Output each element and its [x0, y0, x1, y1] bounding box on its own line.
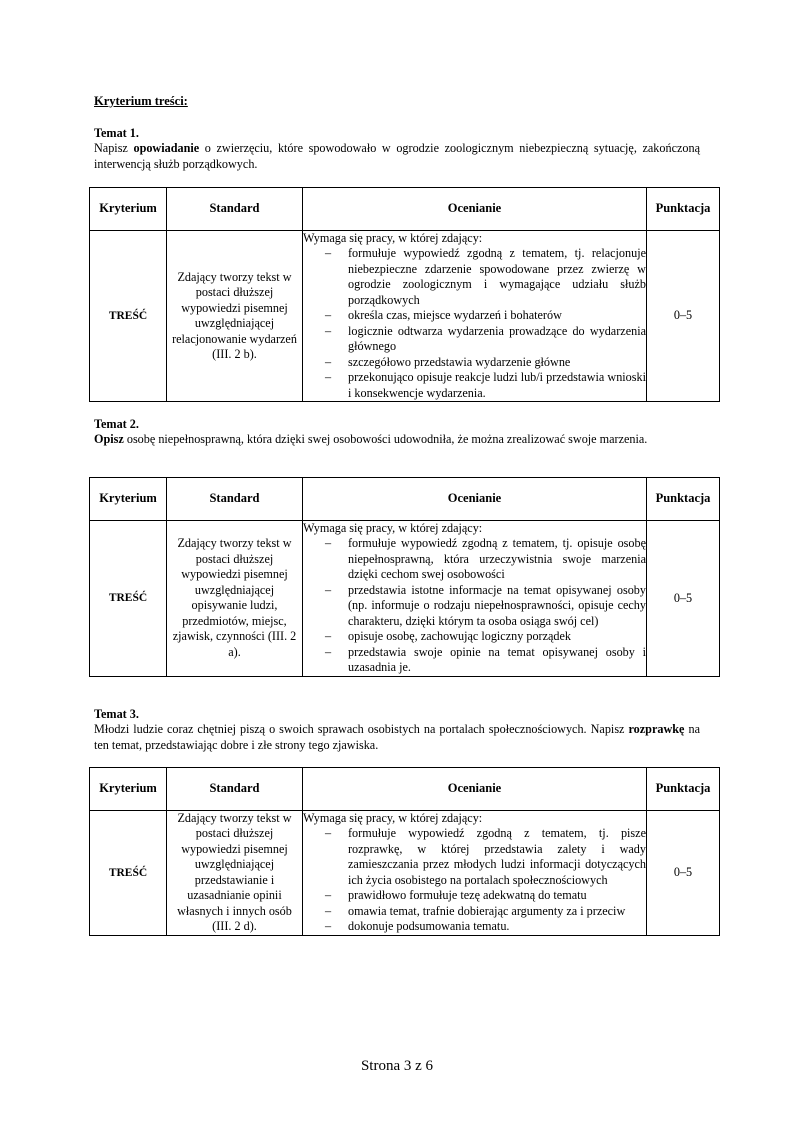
list-item: – przedstawia swoje opinie na temat opisywanej osoby i uzasadnia je.: [303, 645, 646, 676]
page-number: Strona 3 z 6: [360, 1058, 434, 1074]
assessment-cell: [303, 521, 647, 677]
criteria-table-3: [89, 767, 720, 936]
assessment-cell: [303, 811, 647, 936]
task-2-text: Opisz osobę niepełnosprawną, która dzięki swej osobowości udowodniła, że można zrealizować swoje marzenia.: [94, 432, 648, 447]
task-1-label: Temat 1.: [94, 126, 139, 140]
list-item: – prawidłowo formułuje tezę adekwatną do tematu: [303, 888, 646, 903]
criterion-cell: TREŚĆ: [90, 231, 167, 402]
standard-cell: Zdający tworzy tekst w postaci dłuższej wypowiedzi pisemnej uwzględniającej przedstawianie i uzasadnianie opinii własnych i innych osób (III. 2 d).: [167, 811, 303, 936]
header-standard: Standard: [167, 768, 303, 811]
list-item: – szczegółowo przedstawia wydarzenie główne: [303, 355, 646, 370]
standard-cell: Zdający tworzy tekst w postaci dłuższej wypowiedzi pisemnej uwzględniającej relacjonowanie wydarzeń (III. 2 b).: [167, 231, 303, 402]
list-item: – formułuje wypowiedź zgodną z tematem, tj. relacjonuje niebezpieczne zdarzenie spowodowane przez zwierzę w ogrodzie zoologicznym i wymagające udziału służb porządkowych: [303, 246, 646, 308]
assessment-intro: Wymaga się pracy, w której zdający:: [303, 811, 483, 825]
header-standard: Standard: [167, 478, 303, 521]
table-row: [90, 231, 720, 402]
list-item: – logicznie odtwarza wydarzenia prowadzące do wydarzenia głównego: [303, 324, 646, 355]
task-3-heading: [94, 707, 700, 753]
table-header-row: [90, 478, 720, 521]
table-header-row: [90, 768, 720, 811]
header-punktacja: Punktacja: [647, 768, 720, 811]
assessment-cell: [303, 231, 647, 402]
assessment-list: [303, 246, 646, 401]
task-1-heading: [94, 126, 700, 172]
list-item: – formułuje wypowiedź zgodną z tematem, tj. pisze rozprawkę, w której przedstawia zalety i wady zamieszczania przez młodych ludzi informacji dotyczących ich życia osobistego na portalach społecznościowych: [303, 826, 646, 888]
task-2-label: Temat 2.: [94, 417, 139, 431]
table-row: [90, 521, 720, 677]
list-item: – dokonuje podsumowania tematu.: [303, 919, 646, 934]
assessment-intro: Wymaga się pracy, w której zdający:: [303, 521, 483, 535]
list-item: – przekonująco opisuje reakcje ludzi lub/i przedstawia wnioski i konsekwencje wydarzenia.: [303, 370, 646, 401]
list-item: – formułuje wypowiedź zgodną z tematem, tj. opisuje osobę niepełnosprawną, która urzeczywistnia swoje marzenia dzięki cechom swej osobowości: [303, 536, 646, 582]
criterion-cell: TREŚĆ: [90, 521, 167, 677]
page-title: Kryterium treści:: [94, 94, 188, 108]
header-punktacja: Punktacja: [647, 188, 720, 231]
standard-cell: Zdający tworzy tekst w postaci dłuższej wypowiedzi pisemnej uwzględniającej opisywanie ludzi, przedmiotów, miejsc, zjawisk, czynności (III. 2 a).: [167, 521, 303, 677]
header-ocenianie: Ocenianie: [303, 478, 647, 521]
criteria-table-1: [89, 187, 720, 402]
criteria-table-2: [89, 477, 720, 677]
header-ocenianie: Ocenianie: [303, 188, 647, 231]
task-2-heading: [94, 417, 700, 448]
header-kryterium: Kryterium: [90, 768, 167, 811]
task-1-text: Napisz opowiadanie o zwierzęciu, które spowodowało w ogrodzie zoologicznym niebezpieczną sytuację, zakończoną interwencją służb porządkowych.: [94, 141, 700, 171]
points-cell: 0–5: [647, 521, 720, 677]
criterion-cell: TREŚĆ: [90, 811, 167, 936]
table-header-row: [90, 188, 720, 231]
list-item: – opisuje osobę, zachowując logiczny porządek: [303, 629, 646, 644]
task-3-text: Młodzi ludzie coraz chętniej piszą o swoich sprawach osobistych na portalach społecznościowych. Napisz rozprawkę na ten temat, przedstawiając dobre i złe strony tego zjawiska.: [94, 722, 700, 752]
header-ocenianie: Ocenianie: [303, 768, 647, 811]
list-item: – przedstawia istotne informacje na temat opisywanej osoby (np. informuje o rodzaju niepełnosprawności, opisuje cechy charakteru, dzięki którym ta osoba osiąga swój cel): [303, 583, 646, 629]
list-item: – określa czas, miejsce wydarzeń i bohaterów: [303, 308, 646, 323]
assessment-list: [303, 536, 646, 675]
header-standard: Standard: [167, 188, 303, 231]
header-punktacja: Punktacja: [647, 478, 720, 521]
table-row: [90, 811, 720, 936]
task-3-label: Temat 3.: [94, 707, 139, 721]
header-kryterium: Kryterium: [90, 478, 167, 521]
points-cell: 0–5: [647, 811, 720, 936]
points-cell: 0–5: [647, 231, 720, 402]
assessment-list: [303, 826, 646, 934]
assessment-intro: Wymaga się pracy, w której zdający:: [303, 231, 483, 245]
header-kryterium: Kryterium: [90, 188, 167, 231]
list-item: – omawia temat, trafnie dobierając argumenty za i przeciw: [303, 904, 646, 919]
